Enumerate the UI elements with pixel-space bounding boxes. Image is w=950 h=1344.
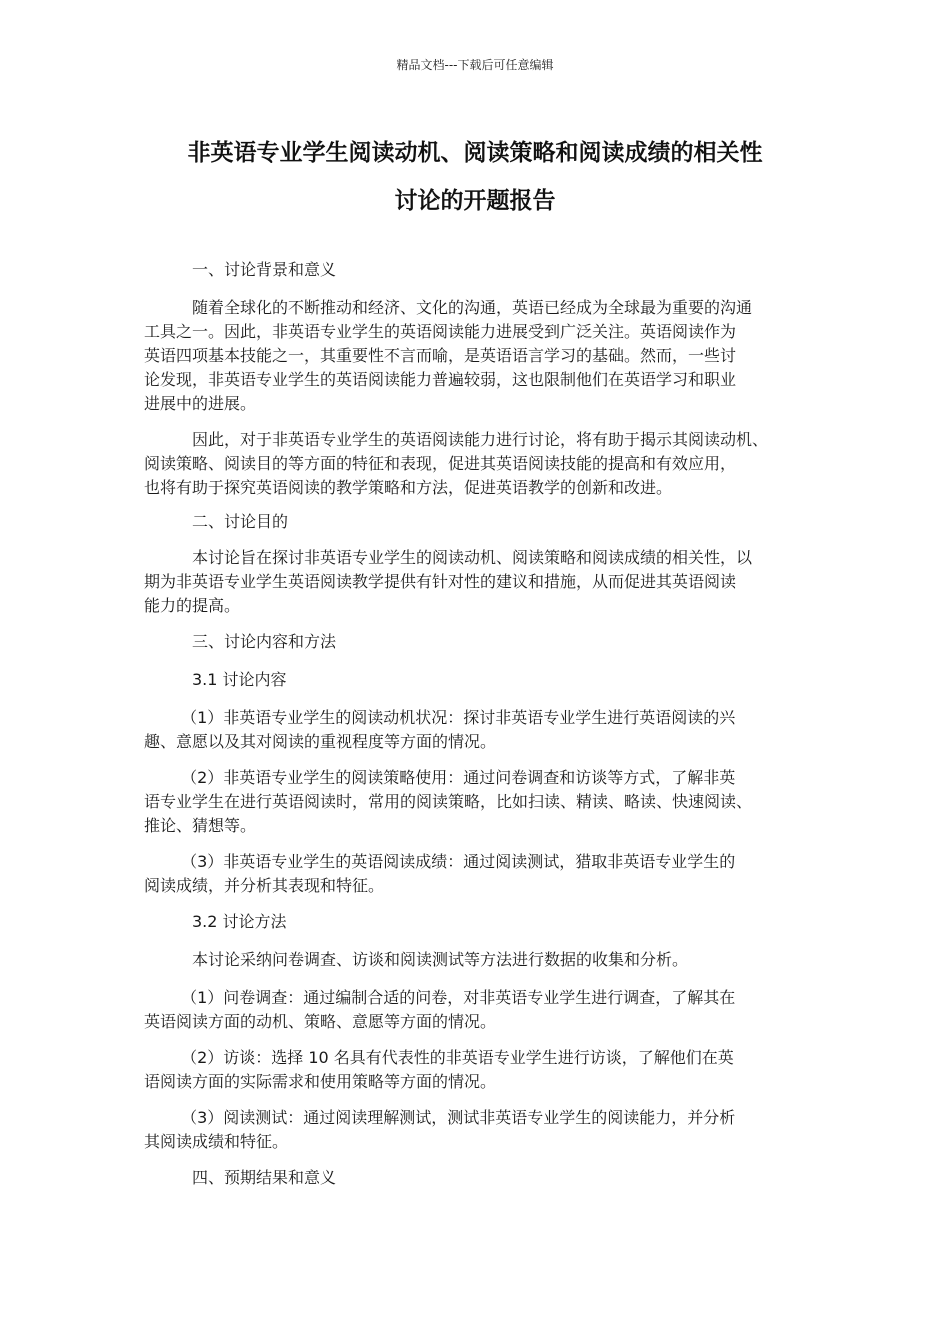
text-line: 能力的提高。 bbox=[144, 596, 241, 615]
text-line: 英语阅读方面的动机、策略、意愿等方面的情况。 bbox=[144, 1012, 497, 1031]
text-line: 论发现，非英语专业学生的英语阅读能力普遍较弱，这也限制他们在英语学习和职业 bbox=[144, 370, 737, 389]
subsection-heading bbox=[144, 910, 816, 934]
list-item bbox=[144, 850, 816, 898]
document-title-line-1: 非英语专业学生阅读动机、阅读策略和阅读成绩的相关性 bbox=[187, 140, 763, 166]
text-line: 语专业学生在进行英语阅读时，常用的阅读策略，比如扫读、精读、略读、快速阅读、 bbox=[144, 792, 753, 811]
list-item bbox=[144, 1106, 816, 1154]
paragraph bbox=[144, 546, 816, 618]
section-heading bbox=[144, 1166, 816, 1190]
list-item bbox=[144, 1046, 816, 1094]
text-line: 阅读成绩，并分析其表现和特征。 bbox=[144, 876, 385, 895]
document-title-line-2: 讨论的开题报告 bbox=[394, 188, 556, 214]
text-line: （1）非英语专业学生的阅读动机状况：探讨非英语专业学生进行英语阅读的兴 bbox=[144, 708, 736, 727]
text-line: 随着全球化的不断推动和经济、文化的沟通，英语已经成为全球最为重要的沟通 bbox=[144, 298, 753, 317]
text-line: 也将有助于探究英语阅读的教学策略和方法，促进英语教学的创新和改进。 bbox=[144, 478, 673, 497]
subsection-heading bbox=[144, 668, 816, 692]
section-heading bbox=[144, 630, 816, 654]
list-item bbox=[144, 766, 816, 838]
text-line: 进展中的进展。 bbox=[144, 394, 257, 413]
text-line: 3.2 讨论方法 bbox=[144, 912, 287, 931]
text-line: 其阅读成绩和特征。 bbox=[144, 1132, 289, 1151]
text-line: 一、讨论背景和意义 bbox=[144, 260, 337, 279]
text-line: 因此，对于非英语专业学生的英语阅读能力进行讨论，将有助于揭示其阅读动机、 bbox=[144, 430, 769, 449]
text-line: 英语四项基本技能之一，其重要性不言而喻，是英语语言学习的基础。然而，一些讨 bbox=[144, 346, 737, 365]
text-line: 趣、意愿以及其对阅读的重视程度等方面的情况。 bbox=[144, 732, 497, 751]
list-item bbox=[144, 706, 816, 754]
text-line: 3.1 讨论内容 bbox=[144, 670, 287, 689]
paragraph bbox=[144, 428, 816, 500]
paragraph bbox=[144, 296, 816, 416]
text-line: 本讨论旨在探讨非英语专业学生的阅读动机、阅读策略和阅读成绩的相关性，以 bbox=[144, 548, 753, 567]
text-line: 三、讨论内容和方法 bbox=[144, 632, 337, 651]
text-line: （3）非英语专业学生的英语阅读成绩：通过阅读测试，猎取非英语专业学生的 bbox=[144, 852, 736, 871]
text-line: （1）问卷调查：通过编制合适的问卷，对非英语专业学生进行调查，了解其在 bbox=[144, 988, 736, 1007]
section-heading bbox=[144, 510, 816, 534]
paragraph bbox=[144, 948, 816, 972]
header-note: 精品文档---下载后可任意编辑 bbox=[396, 58, 554, 72]
text-line: 推论、猜想等。 bbox=[144, 816, 257, 835]
text-line: 工具之一。因此，非英语专业学生的英语阅读能力进展受到广泛关注。英语阅读作为 bbox=[144, 322, 737, 341]
text-line: （3）阅读测试：通过阅读理解测试，测试非英语专业学生的阅读能力，并分析 bbox=[144, 1108, 736, 1127]
list-item bbox=[144, 986, 816, 1034]
text-line: 本讨论采纳问卷调查、访谈和阅读测试等方法进行数据的收集和分析。 bbox=[144, 950, 689, 969]
text-line: 二、讨论目的 bbox=[144, 512, 289, 531]
section-heading bbox=[144, 258, 816, 282]
text-line: （2）非英语专业学生的阅读策略使用：通过问卷调查和访谈等方式，了解非英 bbox=[144, 768, 736, 787]
text-line: 语阅读方面的实际需求和使用策略等方面的情况。 bbox=[144, 1072, 497, 1091]
text-line: 阅读策略、阅读目的等方面的特征和表现，促进其英语阅读技能的提高和有效应用， bbox=[144, 454, 737, 473]
text-line: 期为非英语专业学生英语阅读教学提供有针对性的建议和措施，从而促进其英语阅读 bbox=[144, 572, 737, 591]
text-line: （2）访谈：选择 10 名具有代表性的非英语专业学生进行访谈，了解他们在英 bbox=[144, 1048, 734, 1067]
text-line: 四、预期结果和意义 bbox=[144, 1168, 337, 1187]
